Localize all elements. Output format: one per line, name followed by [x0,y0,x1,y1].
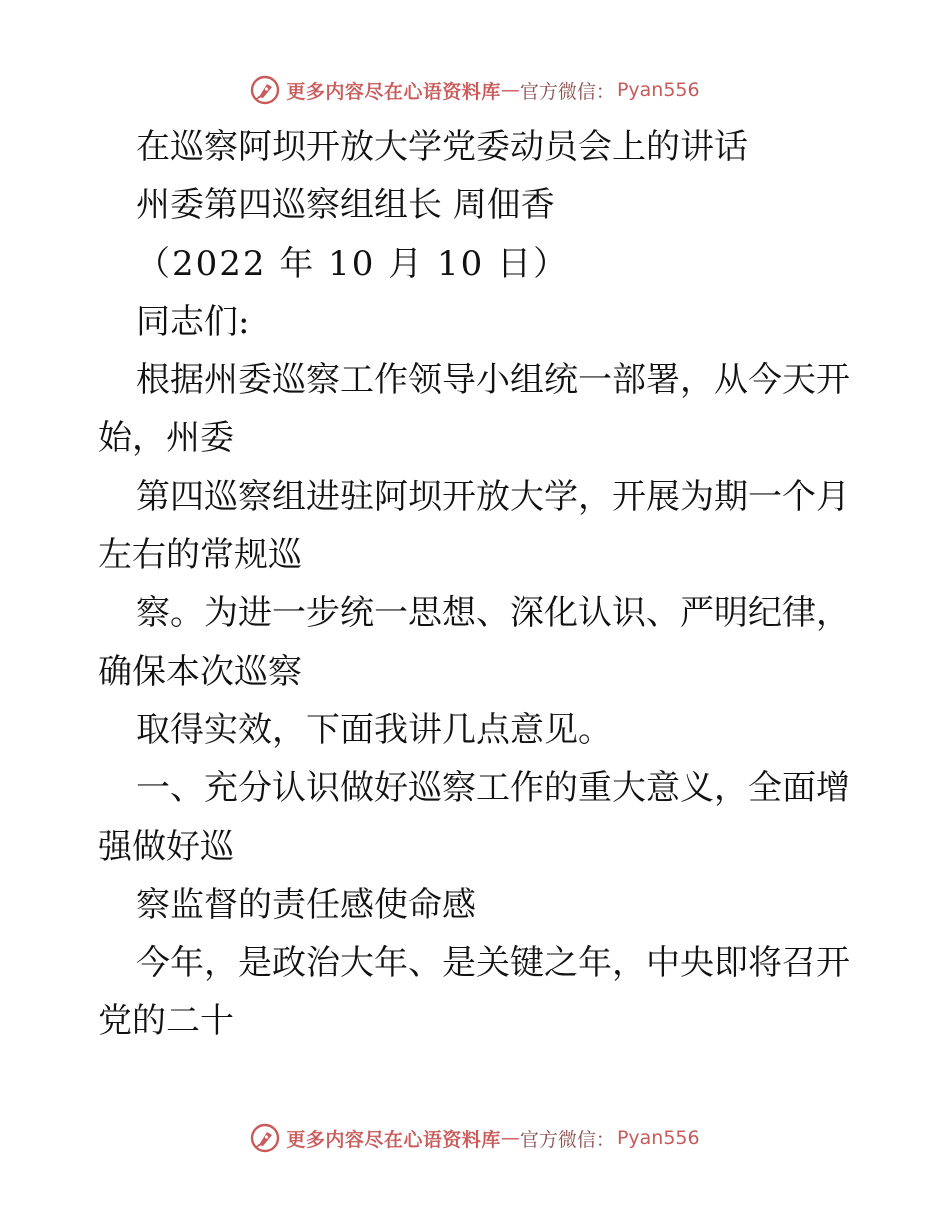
watermark-dash: — [500,1127,520,1149]
body-line: 左右的常规巡 [98,535,302,576]
section-heading-continued: 察监督的责任感使命感 [136,884,476,925]
watermark-brand-text: 更多内容尽在心语资料库 [286,80,501,103]
header-watermark [0,72,950,108]
salutation: 同志们: [136,301,250,342]
watermark-brand-text: 更多内容尽在心语资料库 [286,1128,501,1151]
watermark-wechat-label: 官方微信： [519,1128,615,1151]
pen-nib-logo-icon [250,1123,280,1153]
body-line: 始，州委 [98,418,234,459]
document-body [98,118,858,1051]
document-author: 州委第四巡察组组长 周佃香 [136,185,555,226]
watermark-wechat-label: 官方微信： [519,80,615,103]
body-line: 察。为进一步统一思想、深化认识、严明纪律， [136,593,850,634]
watermark-wechat-id: Pyan556 [616,79,700,101]
document-title: 在巡察阿坝开放大学党委动员会上的讲话 [136,127,748,167]
body-line: 今年，是政治大年、是关键之年，中央即将召开 [136,943,850,984]
pen-nib-logo-icon [250,75,280,105]
footer-watermark [0,1120,950,1156]
watermark-dash: — [500,79,520,101]
body-line: 第四巡察组进驻阿坝开放大学，开展为期一个月 [136,476,850,517]
body-line: 确保本次巡察 [98,651,302,692]
section-heading: 一、充分认识做好巡察工作的重大意义，全面增 [136,768,850,809]
watermark-wechat-id: Pyan556 [616,1127,700,1149]
body-line: 根据州委巡察工作领导小组统一部署，从今天开 [136,360,850,401]
section-heading-continued: 强做好巡 [98,826,234,867]
body-line: 取得实效，下面我讲几点意见。 [136,709,612,750]
body-line: 党的二十 [98,1001,234,1042]
document-date: （2022 年 10 月 10 日） [136,243,570,284]
